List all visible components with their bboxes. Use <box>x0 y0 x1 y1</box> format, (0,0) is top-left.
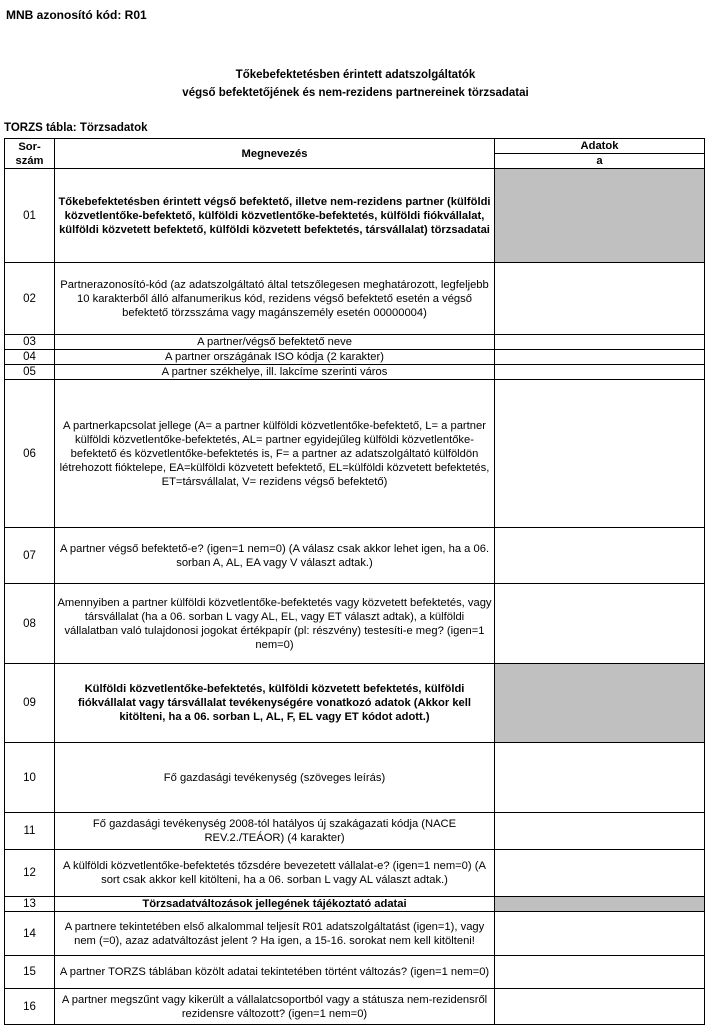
row-description: A partnere tekintetében első alkalommal teljesít R01 adatszolgáltatást (igen=1), vagy nem (=0), azaz adatváltozást jelent ? Ha igen, a 15-16. sorokat nem kell kitölteni! <box>55 912 495 956</box>
table-row <box>5 956 705 989</box>
data-entry-cell[interactable] <box>495 912 705 956</box>
data-entry-cell[interactable] <box>495 263 705 335</box>
table-row <box>5 813 705 850</box>
table-row <box>5 743 705 813</box>
row-number: 05 <box>5 365 55 380</box>
report-title-line1: Tőkebefektetésben érintett adatszolgáltatók <box>235 69 476 81</box>
table-row <box>5 335 705 350</box>
row-number: 02 <box>5 263 55 335</box>
row-description: Fő gazdasági tevékenység 2008-tól hatályos új szakágazati kódja (NACE REV.2./TEÁOR) (4 karakter) <box>55 813 495 850</box>
table-row <box>5 380 705 528</box>
row-number: 07 <box>5 528 55 584</box>
row-description: A külföldi közvetlentőke-befektetés tőzsdére bevezetett vállalat-e? (igen=1 nem=0) (A sort csak akkor kell kitölteni, ha a 06. sorban L vagy AL választ adtak.) <box>55 850 495 897</box>
data-entry-cell[interactable] <box>495 850 705 897</box>
section-shaded-cell <box>495 169 705 263</box>
data-entry-cell[interactable] <box>495 584 705 664</box>
header-adatok: Adatok <box>495 139 705 154</box>
data-entry-cell[interactable] <box>495 528 705 584</box>
row-description: Külföldi közvetlentőke-befektetés, külföldi közvetett befektetés, külföldi fiókvállalat vagy társvállalat tevékenységére vonatkozó adatok (Akkor kell kitölteni, ha a 06. sorban L, AL, F, EL vagy ET kódot adott.) <box>55 664 495 743</box>
row-number: 11 <box>5 813 55 850</box>
table-row <box>5 664 705 743</box>
header-col-a: a <box>495 154 705 169</box>
data-entry-cell[interactable] <box>495 743 705 813</box>
header-megnevezes: Megnevezés <box>55 139 495 169</box>
report-title-line2: végső befektetőjének és nem-rezidens partnereinek törzsadatai <box>182 87 529 99</box>
row-description: A partner TORZS táblában közölt adatai tekintetében történt változás? (igen=1 nem=0) <box>55 956 495 989</box>
table-row <box>5 365 705 380</box>
row-description: A partner/végső befektető neve <box>55 335 495 350</box>
mnb-code-label: MNB azonosító kód: R01 <box>6 8 147 22</box>
data-entry-cell[interactable] <box>495 350 705 365</box>
header-sor-szam: Sor- szám <box>5 139 55 169</box>
data-entry-cell[interactable] <box>495 989 705 1025</box>
table-row <box>5 912 705 956</box>
data-entry-cell[interactable] <box>495 813 705 850</box>
table-row <box>5 850 705 897</box>
table-title: TORZS tábla: Törzsadatok <box>4 122 148 134</box>
section-shaded-cell <box>495 664 705 743</box>
row-description: A partner megszűnt vagy kikerült a vállalatcsoportból vagy a státusza nem-rezidensről rezidensre változott? (igen=1 nem=0) <box>55 989 495 1025</box>
row-number: 13 <box>5 897 55 912</box>
row-description: A partner országának ISO kódja (2 karakter) <box>55 350 495 365</box>
table-row <box>5 169 705 263</box>
data-entry-cell[interactable] <box>495 956 705 989</box>
row-number: 03 <box>5 335 55 350</box>
table-row <box>5 989 705 1025</box>
row-number: 12 <box>5 850 55 897</box>
row-number: 06 <box>5 380 55 528</box>
table-row <box>5 584 705 664</box>
row-number: 15 <box>5 956 55 989</box>
row-description: A partner székhelye, ill. lakcíme szerinti város <box>55 365 495 380</box>
row-description: Amennyiben a partner külföldi közvetlentőke-befektetés vagy közvetett befektetés, vagy társvállalat (ha a 06. sorban L vagy AL, EL, vagy ET választ adtak), a külföldi vállalatban való tulajdonosi jogokat értékpapír (pl: részvény) testesíti-e meg? (igen=1 nem=0) <box>55 584 495 664</box>
data-entry-cell[interactable] <box>495 365 705 380</box>
row-number: 08 <box>5 584 55 664</box>
data-entry-cell[interactable] <box>495 335 705 350</box>
row-number: 10 <box>5 743 55 813</box>
row-description: Partnerazonosító-kód (az adatszolgáltató által tetszőlegesen meghatározott, legfeljebb 10 karakterből álló alfanumerikus kód, rezidens végső befektető esetén a végső befektető törzsszáma vagy magánszemély esetén 00000004) <box>55 263 495 335</box>
table-row <box>5 350 705 365</box>
table-row <box>5 897 705 912</box>
row-description: Törzsadatváltozások jellegének tájékoztató adatai <box>55 897 495 912</box>
row-number: 04 <box>5 350 55 365</box>
row-description: A partnerkapcsolat jellege (A= a partner külföldi közvetlentőke-befektető, L= a partner külföldi közvetlentőke-befektetés, AL= partner egyidejűleg külföldi közvetlentőke-befektető és közvetlentőke-befektetés is, F= a partner az adatszolgáltató külföldön létrehozott fióktelepe, EA=külföldi közvetett befektető, EL=külföldi közvetett befektetés, ET=társvállalat, V= rezidens végső befektető) <box>55 380 495 528</box>
torzs-table <box>4 138 705 1025</box>
row-number: 16 <box>5 989 55 1025</box>
row-number: 01 <box>5 169 55 263</box>
table-row <box>5 263 705 335</box>
row-number: 14 <box>5 912 55 956</box>
row-number: 09 <box>5 664 55 743</box>
table-row <box>5 528 705 584</box>
row-description: Fő gazdasági tevékenység (szöveges leírás) <box>55 743 495 813</box>
section-shaded-cell <box>495 897 705 912</box>
row-description: A partner végső befektető-e? (igen=1 nem=0) (A válasz csak akkor lehet igen, ha a 06. sorban A, AL, EA vagy V választ adtak.) <box>55 528 495 584</box>
data-entry-cell[interactable] <box>495 380 705 528</box>
row-description: Tőkebefektetésben érintett végső befektető, illetve nem-rezidens partner (külföldi közvetlentőke-befektető, külföldi közvetlentőke-befektetés, külföldi fiókvállalat, külföldi közvetett befektető, külföldi közvetett befektetés, társvállalat) törzsadatai <box>55 169 495 263</box>
